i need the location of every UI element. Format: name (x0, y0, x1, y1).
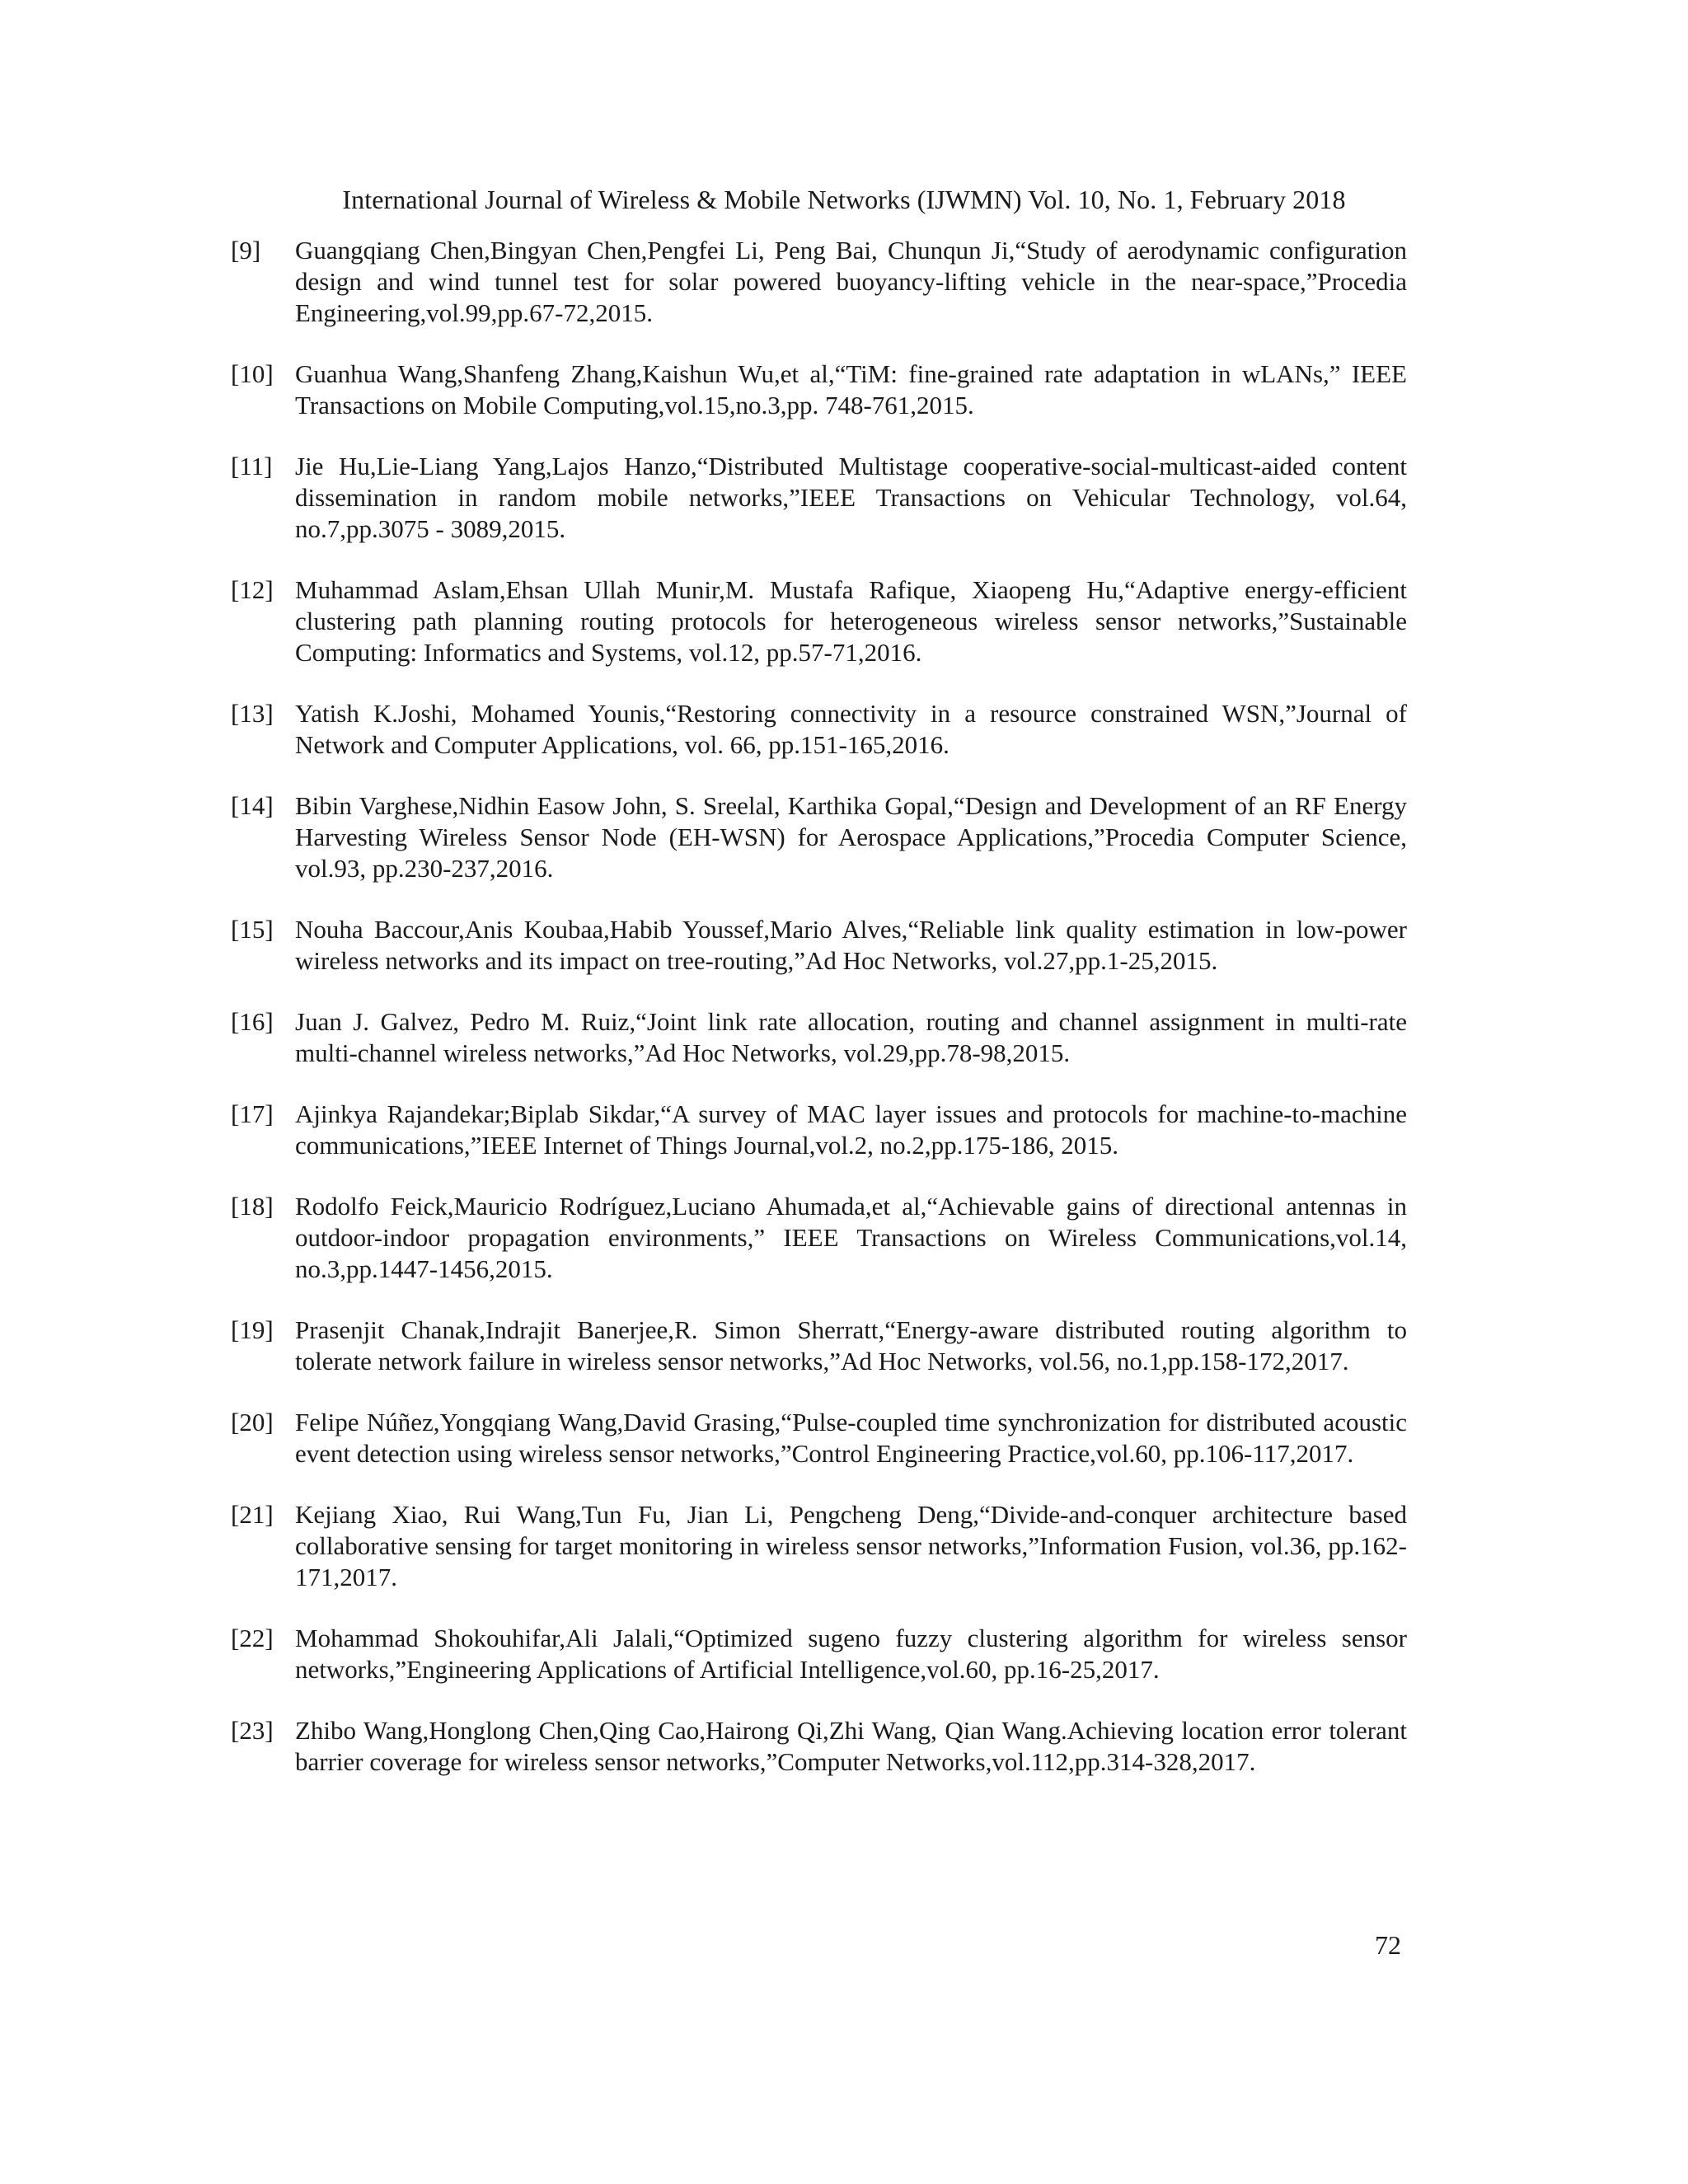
reference-text: Guangqiang Chen,Bingyan Chen,Pengfei Li, Peng Bai, Chunqun Ji,“Study of aerodynamic configuration design and wind tunnel test for solar powered buoyancy-lifting vehicle in the near-space,”Procedia Engineering,vol.99,pp.67-72,2015. (295, 236, 1407, 327)
reference-number: [19] (231, 1315, 274, 1344)
reference-item (231, 1099, 1407, 1161)
reference-item (231, 1407, 1407, 1469)
reference-text: Muhammad Aslam,Ehsan Ullah Munir,M. Mustafa Rafique, Xiaopeng Hu,“Adaptive energy-efficient clustering path planning routing protocols for heterogeneous wireless sensor networks,”Sustainable Computing: Informatics and Systems, vol.12, pp.57-71,2016. (295, 575, 1407, 667)
reference-number: [18] (231, 1192, 274, 1221)
reference-text: Zhibo Wang,Honglong Chen,Qing Cao,Hairong Qi,Zhi Wang, Qian Wang.Achieving location error tolerant barrier coverage for wireless sensor networks,”Computer Networks,vol.112,pp.314-328,2017. (295, 1716, 1407, 1776)
reference-item (231, 1499, 1407, 1593)
reference-text: Guanhua Wang,Shanfeng Zhang,Kaishun Wu,et al,“TiM: fine-grained rate adaptation in wLANs,” IEEE Transactions on Mobile Computing,vol.15,no.3,pp. 748-761,2015. (295, 359, 1407, 419)
reference-item (231, 914, 1407, 977)
reference-text: Yatish K.Joshi, Mohamed Younis,“Restoring connectivity in a resource constrained WSN,”Journal of Network and Computer Applications, vol. 66, pp.151-165,2016. (295, 699, 1407, 759)
reference-number: [17] (231, 1099, 274, 1128)
reference-text: Felipe Núñez,Yongqiang Wang,David Grasing,“Pulse-coupled time synchronization for distributed acoustic event detection using wireless sensor networks,”Control Engineering Practice,vol.60, pp.106-117,2017. (295, 1408, 1407, 1468)
reference-number: [21] (231, 1500, 274, 1529)
reference-number: [14] (231, 791, 274, 820)
reference-item (231, 1315, 1407, 1377)
reference-text: Kejiang Xiao, Rui Wang,Tun Fu, Jian Li, Pengcheng Deng,“Divide-and-conquer architecture based collaborative sensing for target monitoring in wireless sensor networks,”Information Fusion, vol.36, pp.162-171,2017. (295, 1500, 1407, 1591)
reference-text: Nouha Baccour,Anis Koubaa,Habib Youssef,Mario Alves,“Reliable link quality estimation in low-power wireless networks and its impact on tree-routing,”Ad Hoc Networks, vol.27,pp.1-25,2015. (295, 915, 1407, 975)
reference-number: [9] (231, 236, 261, 265)
reference-number: [13] (231, 699, 274, 728)
reference-number: [15] (231, 915, 274, 944)
reference-number: [12] (231, 575, 274, 604)
reference-text: Jie Hu,Lie-Liang Yang,Lajos Hanzo,“Distributed Multistage cooperative-social-multicast-aided content dissemination in random mobile networks,”IEEE Transactions on Vehicular Technology, vol.64, no.7,pp.3075 - 3089,2015. (295, 452, 1407, 543)
reference-list (231, 235, 1407, 1807)
reference-number: [16] (231, 1007, 274, 1036)
reference-number: [23] (231, 1716, 274, 1745)
reference-item (231, 235, 1407, 329)
page-number: 72 (1375, 1930, 1401, 1960)
reference-item (231, 359, 1407, 421)
reference-number: [11] (231, 452, 273, 480)
reference-item (231, 790, 1407, 884)
reference-text: Rodolfo Feick,Mauricio Rodríguez,Luciano Ahumada,et al,“Achievable gains of directional antennas in outdoor-indoor propagation environments,” IEEE Transactions on Wireless Communications,vol.14, no.3,pp.1447-1456,2015. (295, 1192, 1407, 1283)
reference-number: [22] (231, 1624, 274, 1652)
reference-text: Ajinkya Rajandekar;Biplab Sikdar,“A survey of MAC layer issues and protocols for machine-to-machine communications,”IEEE Internet of Things Journal,vol.2, no.2,pp.175-186, 2015. (295, 1099, 1407, 1160)
running-header: International Journal of Wireless & Mobile Networks (IJWMN) Vol. 10, No. 1, February 2018 (342, 185, 1346, 214)
reference-item (231, 1623, 1407, 1685)
reference-item (231, 698, 1407, 761)
reference-number: [20] (231, 1408, 274, 1436)
reference-item (231, 574, 1407, 668)
reference-item (231, 1006, 1407, 1069)
reference-text: Bibin Varghese,Nidhin Easow John, S. Sreelal, Karthika Gopal,“Design and Development of an RF Energy Harvesting Wireless Sensor Node (EH-WSN) for Aerospace Applications,”Procedia Computer Science, vol.93, pp.230-237,2016. (295, 791, 1407, 883)
reference-item (231, 451, 1407, 545)
reference-text: Prasenjit Chanak,Indrajit Banerjee,R. Simon Sherratt,“Energy-aware distributed routing algorithm to tolerate network failure in wireless sensor networks,”Ad Hoc Networks, vol.56, no.1,pp.158-172,2017. (295, 1315, 1407, 1376)
reference-item (231, 1715, 1407, 1778)
reference-text: Mohammad Shokouhifar,Ali Jalali,“Optimized sugeno fuzzy clustering algorithm for wireless sensor networks,”Engineering Applications of Artificial Intelligence,vol.60, pp.16-25,2017. (295, 1624, 1407, 1684)
reference-text: Juan J. Galvez, Pedro M. Ruiz,“Joint link rate allocation, routing and channel assignment in multi-rate multi-channel wireless networks,”Ad Hoc Networks, vol.29,pp.78-98,2015. (295, 1007, 1407, 1067)
reference-number: [10] (231, 359, 274, 388)
reference-item (231, 1191, 1407, 1285)
